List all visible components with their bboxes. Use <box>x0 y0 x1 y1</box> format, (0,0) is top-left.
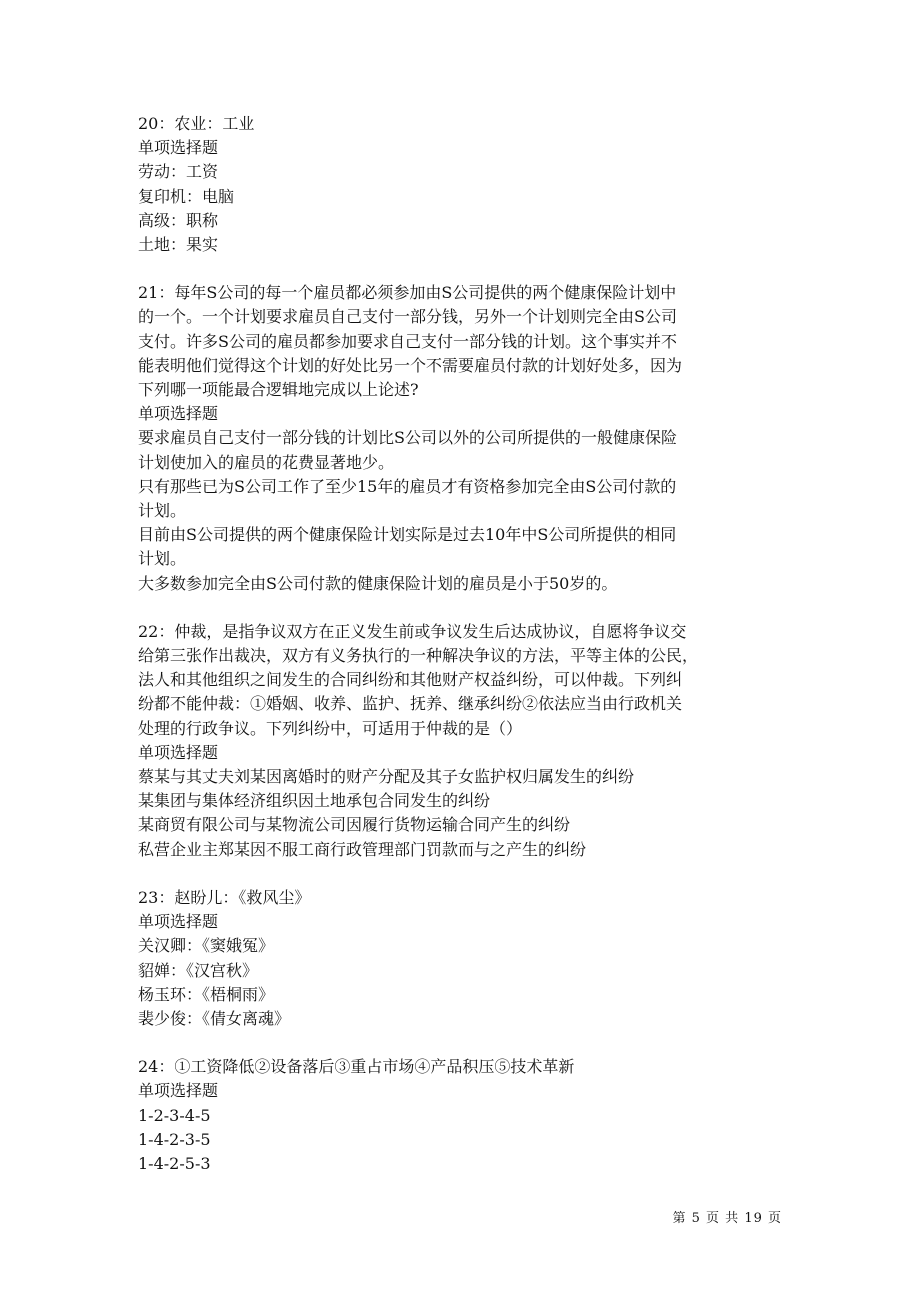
question-stem-line: 能表明他们觉得这个计划的好处比另一个不需要雇员付款的计划好处多，因为 <box>138 355 683 375</box>
question-stem-line: 24：①工资降低②设备落后③重占市场④产品积压⑤技术革新 <box>138 1057 575 1077</box>
question-21 <box>138 281 788 596</box>
question-stem-line: 20：农业：工业 <box>138 114 255 133</box>
question-23 <box>138 886 788 1031</box>
answer-option: 貂婵：《汉宫秋》 <box>138 960 259 980</box>
answer-option: 复印机：电脑 <box>138 186 235 206</box>
answer-option: 1-2-3-4-5 <box>138 1105 211 1125</box>
question-stem-line: 处理的行政争议。下列纠纷中，可适用于仲裁的是（） <box>138 718 523 738</box>
answer-option: 劳动：工资 <box>138 162 219 182</box>
answer-option: 私营企业主郑某因不服工商行政管理部门罚款而与之产生的纠纷 <box>138 839 587 859</box>
question-stem-line: 纷都不能仲裁：①婚姻、收养、监护、抚养、继承纠纷②依法应当由行政机关 <box>138 694 683 714</box>
answer-option: 要求雇员自己支付一部分钱的计划比S公司以外的公司所提供的一般健康保险 计划使加入的雇员的花费显著地少。 <box>138 428 677 472</box>
question-type-label: 单项选择题 <box>138 1081 219 1101</box>
question-24 <box>138 1055 788 1176</box>
answer-option: 蔡某与其丈夫刘某因离婚时的财产分配及其子女监护权归属发生的纠纷 <box>138 767 635 787</box>
question-stem-line: 22：仲裁，是指争议双方在正义发生前或争议发生后达成协议，自愿将争议交 <box>138 621 687 641</box>
question-type-label: 单项选择题 <box>138 138 219 158</box>
question-stem-line: 下列哪一项能最合逻辑地完成以上论述? <box>138 380 419 400</box>
answer-option: 裴少俊：《倩女离魂》 <box>138 1008 291 1028</box>
answer-option: 关汉卿：《窦娥冤》 <box>138 936 275 956</box>
answer-option: 1-4-2-5-3 <box>138 1153 211 1173</box>
question-type-label: 单项选择题 <box>138 404 219 424</box>
answer-option: 目前由S公司提供的两个健康保险计划实际是过去10年中S公司所提供的相同 计划。 <box>138 525 677 569</box>
question-stem-line: 23：赵盼儿：《救风尘》 <box>138 887 311 907</box>
question-20 <box>138 112 788 257</box>
question-stem-line: 给第三张作出裁决，双方有义务执行的一种解决争议的方法，平等主体的公民， <box>138 646 699 666</box>
answer-option: 大多数参加完全由S公司付款的健康保险计划的雇员是小于50岁的。 <box>138 573 618 593</box>
question-stem-line: 21：每年S公司的每一个雇员都必须参加由S公司提供的两个健康保险计划中 <box>138 283 677 303</box>
answer-option: 土地：果实 <box>138 235 219 255</box>
answer-option: 1-4-2-3-5 <box>138 1129 211 1149</box>
question-stem-line: 的一个。一个计划要求雇员自己支付一部分钱，另外一个计划则完全由S公司 <box>138 307 677 327</box>
answer-option: 某商贸有限公司与某物流公司因履行货物运输合同产生的纠纷 <box>138 815 571 835</box>
answer-option: 某集团与集体经济组织因土地承包合同发生的纠纷 <box>138 791 491 811</box>
question-type-label: 单项选择题 <box>138 742 219 762</box>
question-stem-line: 法人和其他组织之间发生的合同纠纷和其他财产权益纠纷，可以仲裁。下列纠 <box>138 670 683 690</box>
page-footer: 第 5 页 共 19 页 <box>672 1211 782 1226</box>
answer-option: 杨玉环：《梧桐雨》 <box>138 984 275 1004</box>
answer-option: 高级：职称 <box>138 210 219 230</box>
question-22 <box>138 620 788 862</box>
question-type-label: 单项选择题 <box>138 912 219 932</box>
question-list <box>138 112 788 1200</box>
answer-option: 只有那些已为S公司工作了至少15年的雇员才有资格参加完全由S公司付款的 计划。 <box>138 476 677 521</box>
question-stem-line: 支付。许多S公司的雇员都参加要求自己支付一部分钱的计划。这个事实并不 <box>138 331 677 351</box>
